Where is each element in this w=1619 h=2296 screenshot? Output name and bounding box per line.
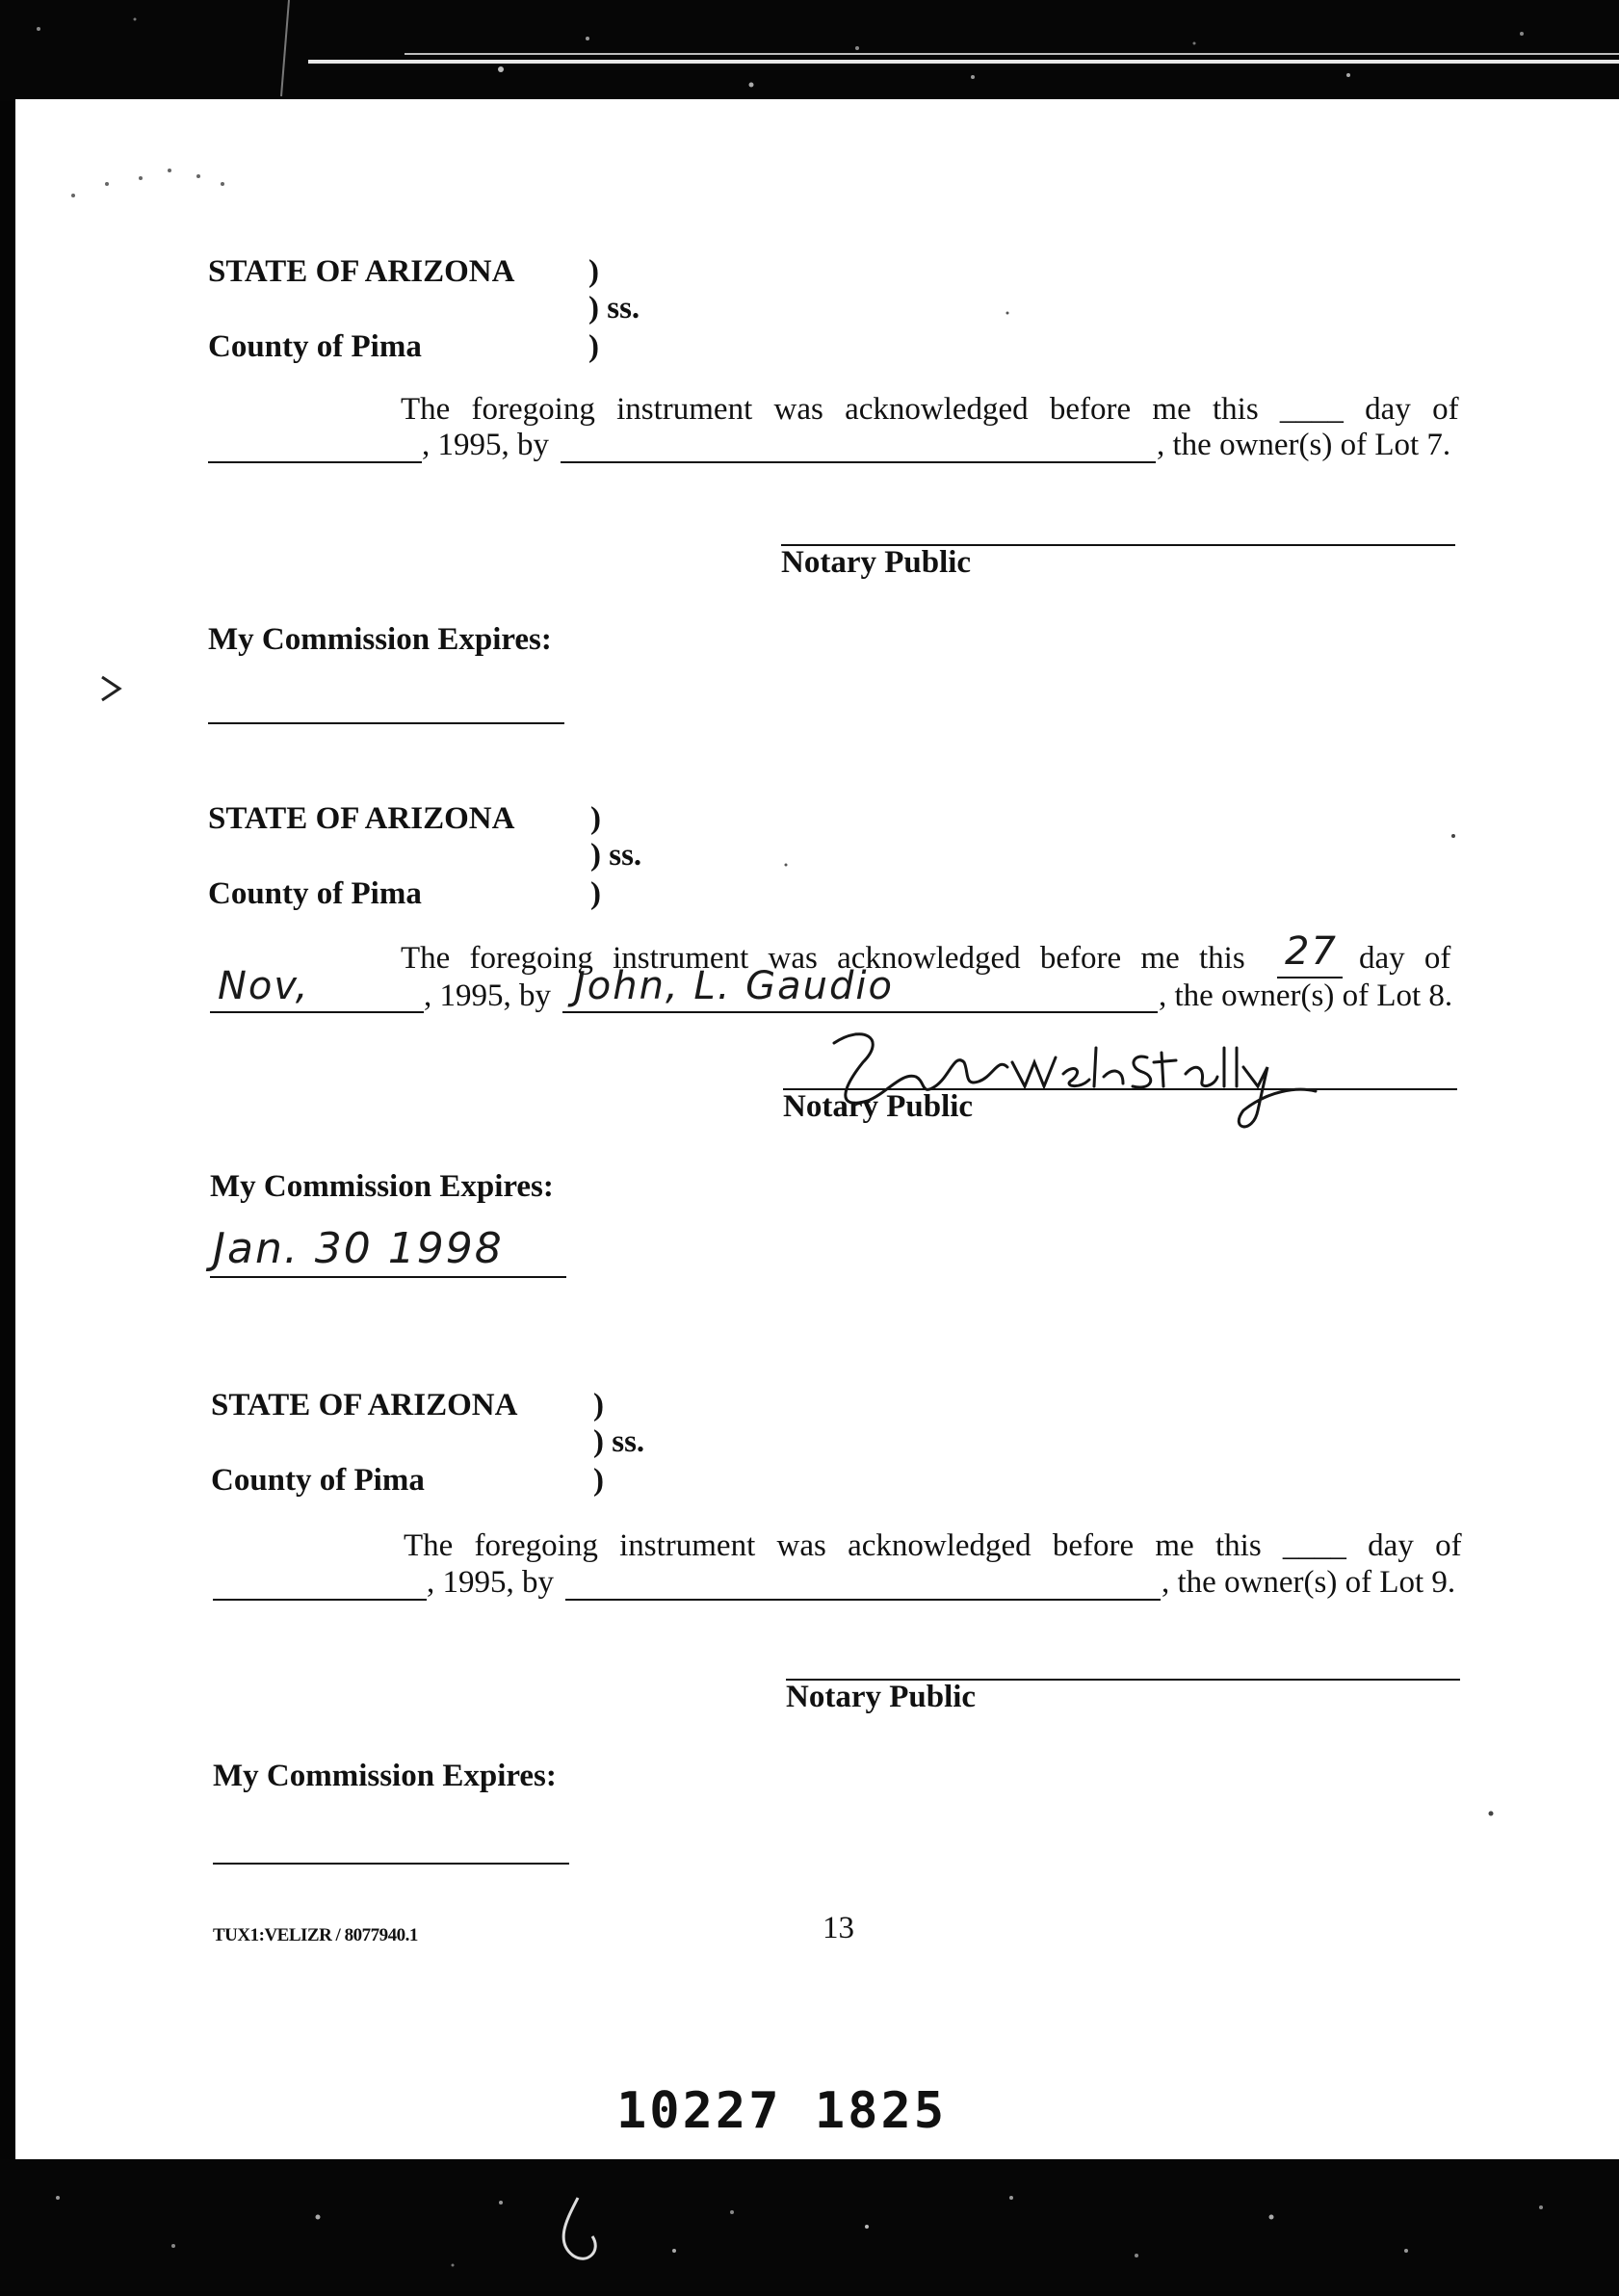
county-label: County of Pima [211, 1463, 425, 1498]
recording-stamp-number: 10227 1825 [616, 2082, 948, 2140]
notary-signature [15, 99, 1619, 2160]
notary-public-label: Notary Public [783, 1089, 974, 1124]
year-by-text: , 1995, by [424, 978, 551, 1013]
acknowledgment-text: The foregoing instrument was acknowledged before me this ____ day of [404, 1528, 1462, 1563]
document-page [15, 99, 1619, 2160]
handwritten-owner-name: John, L. Gaudio [574, 964, 894, 1008]
owner-name-blank [565, 1599, 1161, 1601]
bracket: ) [590, 876, 601, 911]
ss-label: ) ss. [590, 838, 642, 873]
handwritten-day: 27 [1285, 929, 1338, 974]
county-label: County of Pima [208, 329, 422, 364]
owner-lot-text: , the owner(s) of Lot 8. [1159, 978, 1453, 1013]
bracket: ) [593, 1463, 604, 1498]
ss-label: ) ss. [593, 1424, 645, 1459]
page-number: 13 [823, 1911, 854, 1945]
handwritten-month: Nov, [218, 964, 310, 1008]
notary-public-label: Notary Public [786, 1680, 977, 1714]
county-label: County of Pima [208, 876, 422, 911]
ss-label: ) ss. [588, 291, 640, 326]
scan-noise [0, 0, 1619, 101]
day-of-text: day of [1359, 941, 1451, 976]
acknowledgment-text: The foregoing instrument was acknowledged before me this ____ day of [401, 392, 1459, 427]
commission-expires-label: My Commission Expires: [208, 622, 552, 657]
owner-lot-text: , the owner(s) of Lot 7. [1157, 428, 1451, 462]
year-by-text: , 1995, by [422, 428, 549, 462]
commission-expires-label: My Commission Expires: [213, 1759, 557, 1793]
bracket: ) [590, 801, 601, 836]
expiry-blank [213, 1863, 569, 1865]
acknowledgment-text: The foregoing instrument was acknowledged before me this [401, 941, 1245, 976]
expiry-blank [210, 1276, 566, 1278]
state-heading: STATE OF ARIZONA [208, 254, 515, 289]
handwritten-expiry-date: Jan. 30 1998 [213, 1224, 504, 1273]
year-by-text: , 1995, by [427, 1565, 554, 1600]
owner-lot-text: , the owner(s) of Lot 9. [1162, 1565, 1456, 1600]
month-blank [213, 1599, 427, 1601]
scan-noise [0, 2159, 1619, 2291]
commission-expires-label: My Commission Expires: [210, 1169, 554, 1204]
bracket: ) [593, 1388, 604, 1422]
bracket: ) [588, 329, 599, 364]
scan-top-border [0, 0, 1619, 101]
document-code: TUX1:VELIZR / 8077940.1 [213, 1925, 418, 1945]
notary-public-label: Notary Public [781, 545, 972, 580]
state-heading: STATE OF ARIZONA [208, 801, 515, 836]
state-heading: STATE OF ARIZONA [211, 1388, 518, 1422]
bracket: ) [588, 254, 599, 289]
scan-bottom-border [0, 2159, 1619, 2291]
